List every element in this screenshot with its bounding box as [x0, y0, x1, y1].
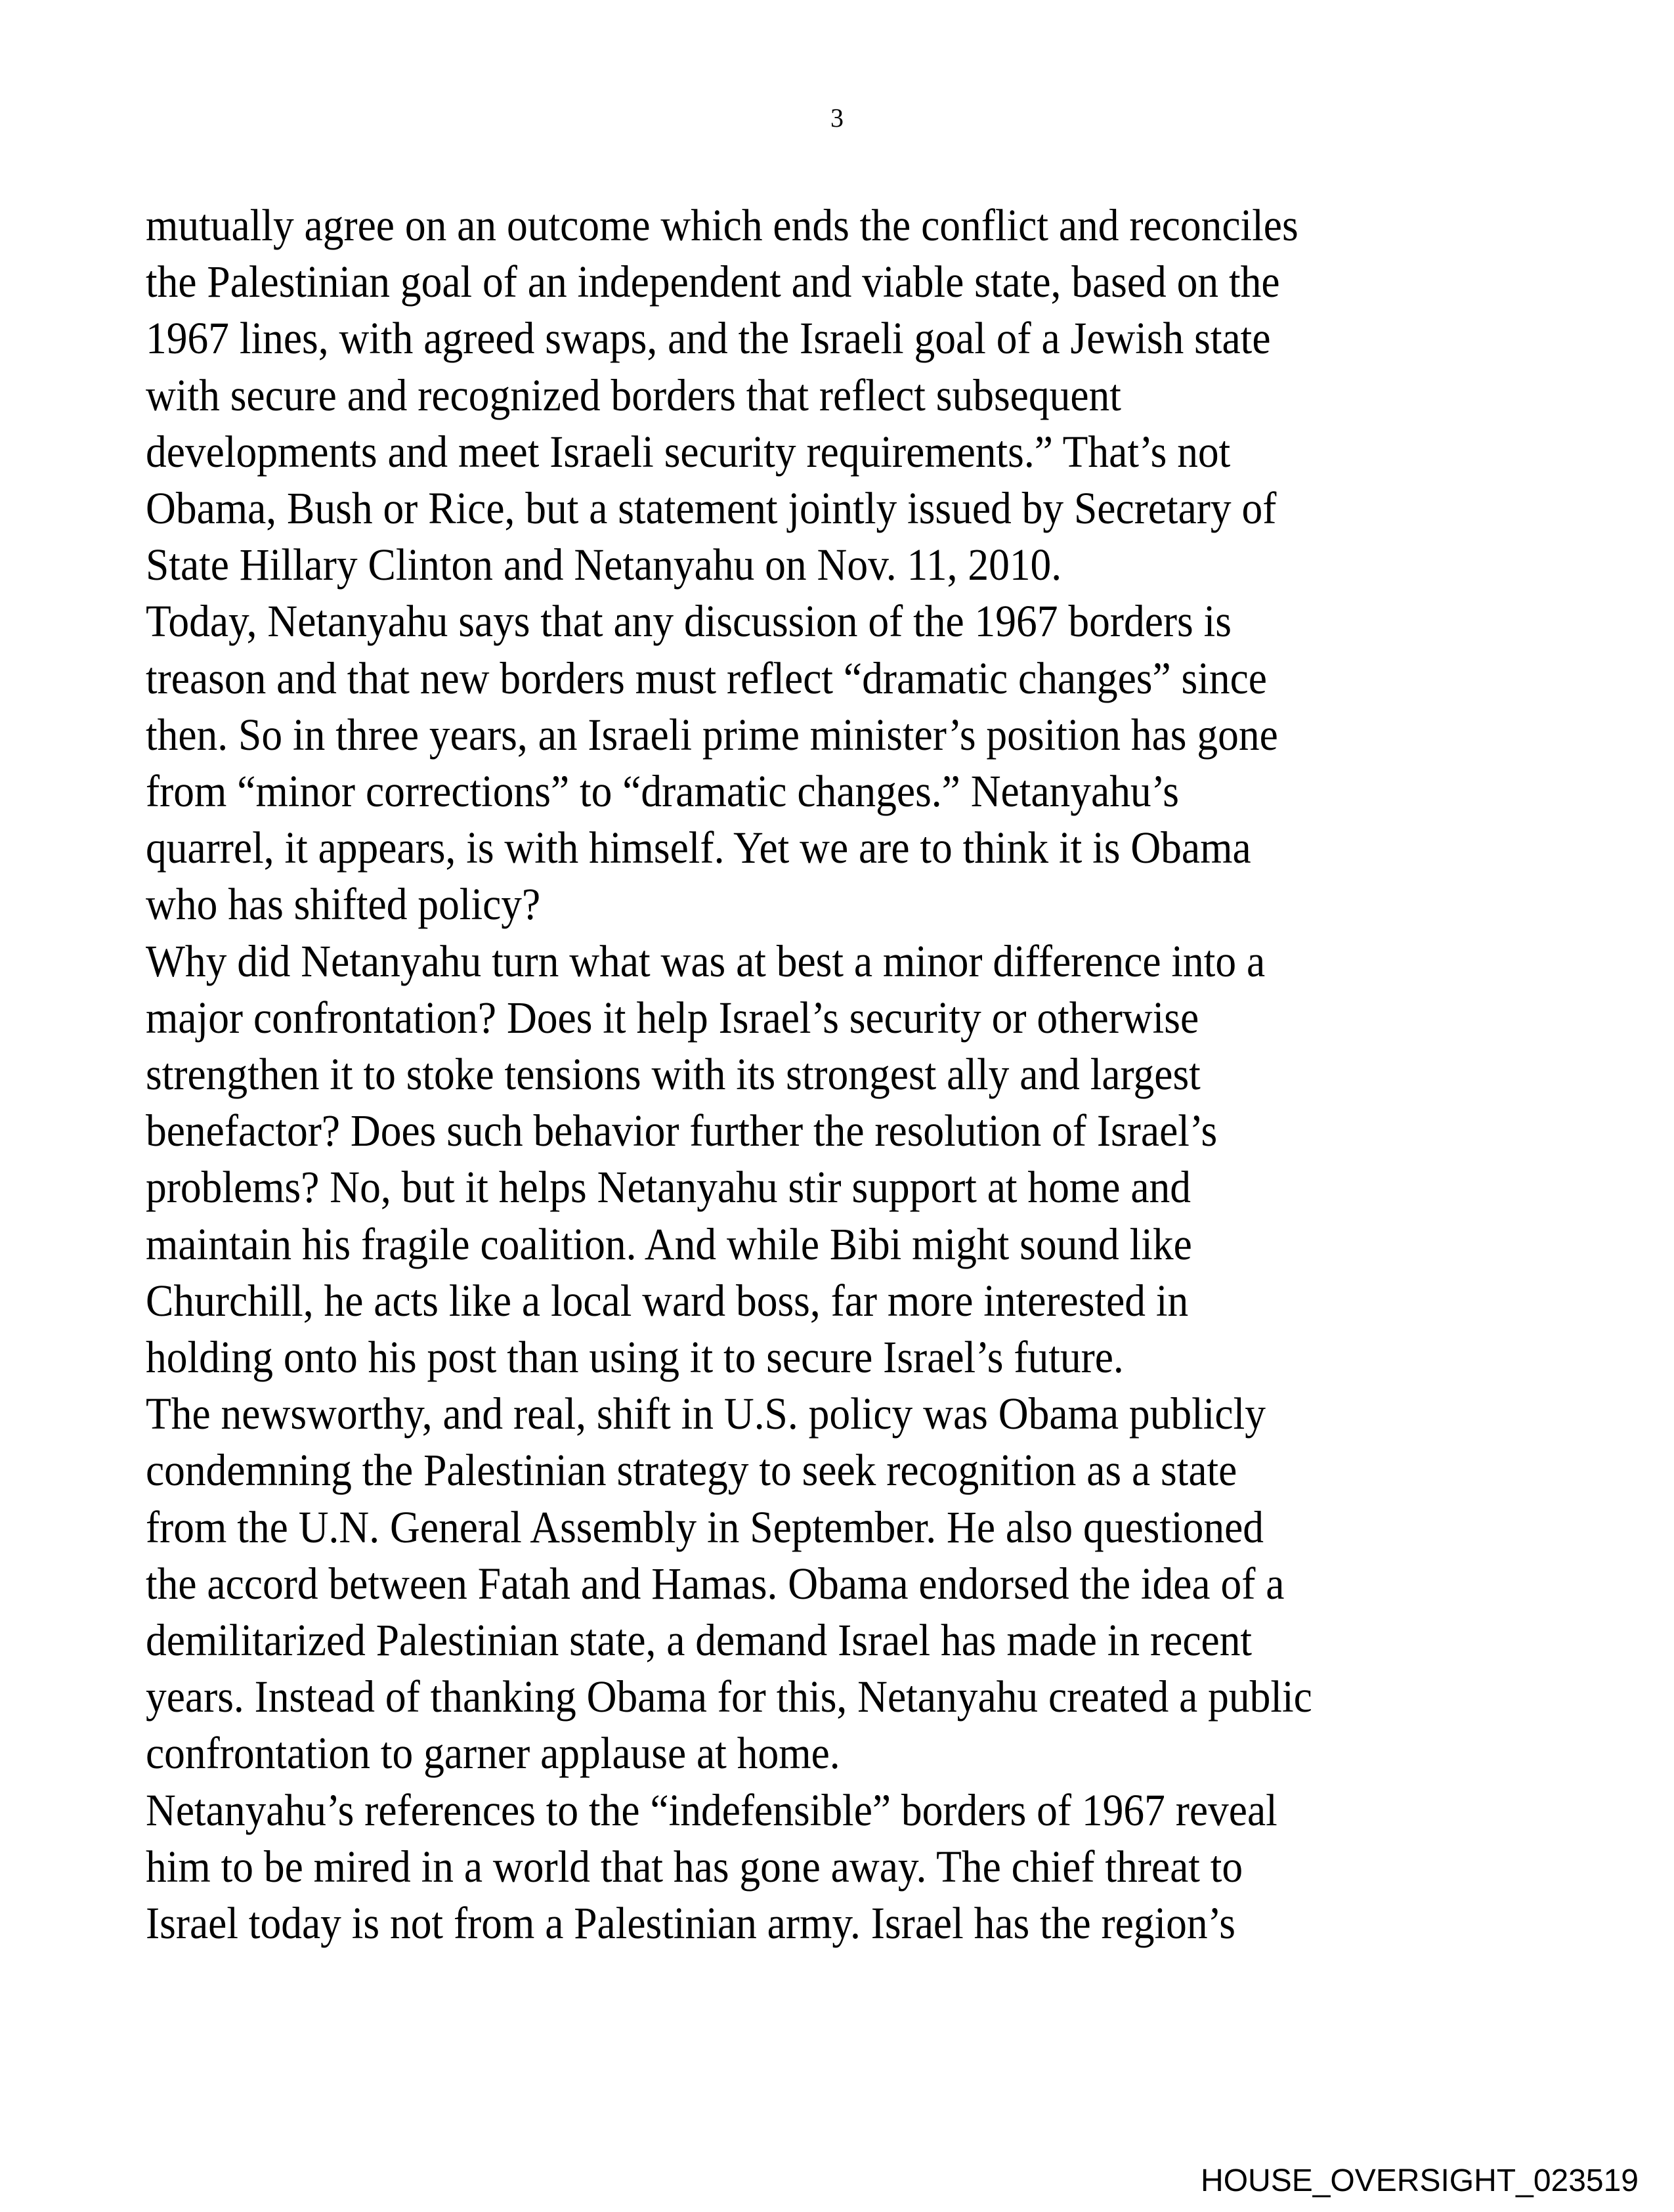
text-line: from the U.N. General Assembly in September. He also questioned	[146, 1502, 1264, 1552]
document-body	[146, 197, 1486, 1951]
text-line: confrontation to garner applause at home.	[146, 1728, 840, 1779]
text-line: treason and that new borders must reflect “dramatic changes” since	[146, 653, 1267, 703]
text-line: State Hillary Clinton and Netanyahu on Nov. 11, 2010.	[146, 540, 1062, 590]
text-line: demilitarized Palestinian state, a demand Israel has made in recent	[146, 1615, 1253, 1666]
text-line: the accord between Fatah and Hamas. Obama endorsed the idea of a	[146, 1558, 1285, 1609]
text-line: benefactor? Does such behavior further the resolution of Israel’s	[146, 1106, 1218, 1156]
text-line: maintain his fragile coalition. And while Bibi might sound like	[146, 1219, 1192, 1269]
text-line: Obama, Bush or Rice, but a statement jointly issued by Secretary of	[146, 483, 1277, 534]
text-line: strengthen it to stoke tensions with its strongest ally and largest	[146, 1049, 1201, 1100]
text-line: the Palestinian goal of an independent and viable state, based on the	[146, 257, 1280, 307]
text-line: mutually agree on an outcome which ends the conflict and reconciles	[146, 200, 1298, 250]
text-line: quarrel, it appears, is with himself. Yet we are to think it is Obama	[146, 823, 1251, 873]
text-line: 1967 lines, with agreed swaps, and the Israeli goal of a Jewish state	[146, 313, 1271, 364]
text-line: from “minor corrections” to “dramatic changes.” Netanyahu’s	[146, 766, 1180, 817]
text-line: Churchill, he acts like a local ward boss, far more interested in	[146, 1275, 1189, 1326]
text-line: holding onto his post than using it to secure Israel’s future.	[146, 1332, 1124, 1383]
text-line: him to be mired in a world that has gone away. The chief threat to	[146, 1841, 1243, 1892]
text-line: with secure and recognized borders that reflect subsequent	[146, 370, 1121, 420]
bates-number: HOUSE_OVERSIGHT_023519	[1201, 2163, 1639, 2198]
text-line: Netanyahu’s references to the “indefensible” borders of 1967 reveal	[146, 1785, 1277, 1835]
text-line: The newsworthy, and real, shift in U.S. policy was Obama publicly	[146, 1389, 1266, 1439]
text-line: condemning the Palestinian strategy to seek recognition as a state	[146, 1445, 1237, 1496]
page-number: 3	[830, 103, 844, 133]
text-line: major confrontation? Does it help Israel’s security or otherwise	[146, 992, 1199, 1043]
text-line: problems? No, but it helps Netanyahu stir support at home and	[146, 1162, 1191, 1213]
text-line: then. So in three years, an Israeli prime minister’s position has gone	[146, 709, 1278, 760]
text-line: years. Instead of thanking Obama for this, Netanyahu created a public	[146, 1672, 1312, 1722]
text-line: developments and meet Israeli security requirements.” That’s not	[146, 426, 1231, 477]
text-line: Today, Netanyahu says that any discussion of the 1967 borders is	[146, 596, 1232, 647]
text-line: who has shifted policy?	[146, 879, 541, 930]
text-line: Israel today is not from a Palestinian army. Israel has the region’s	[146, 1898, 1235, 1949]
text-line: Why did Netanyahu turn what was at best a minor difference into a	[146, 936, 1266, 986]
